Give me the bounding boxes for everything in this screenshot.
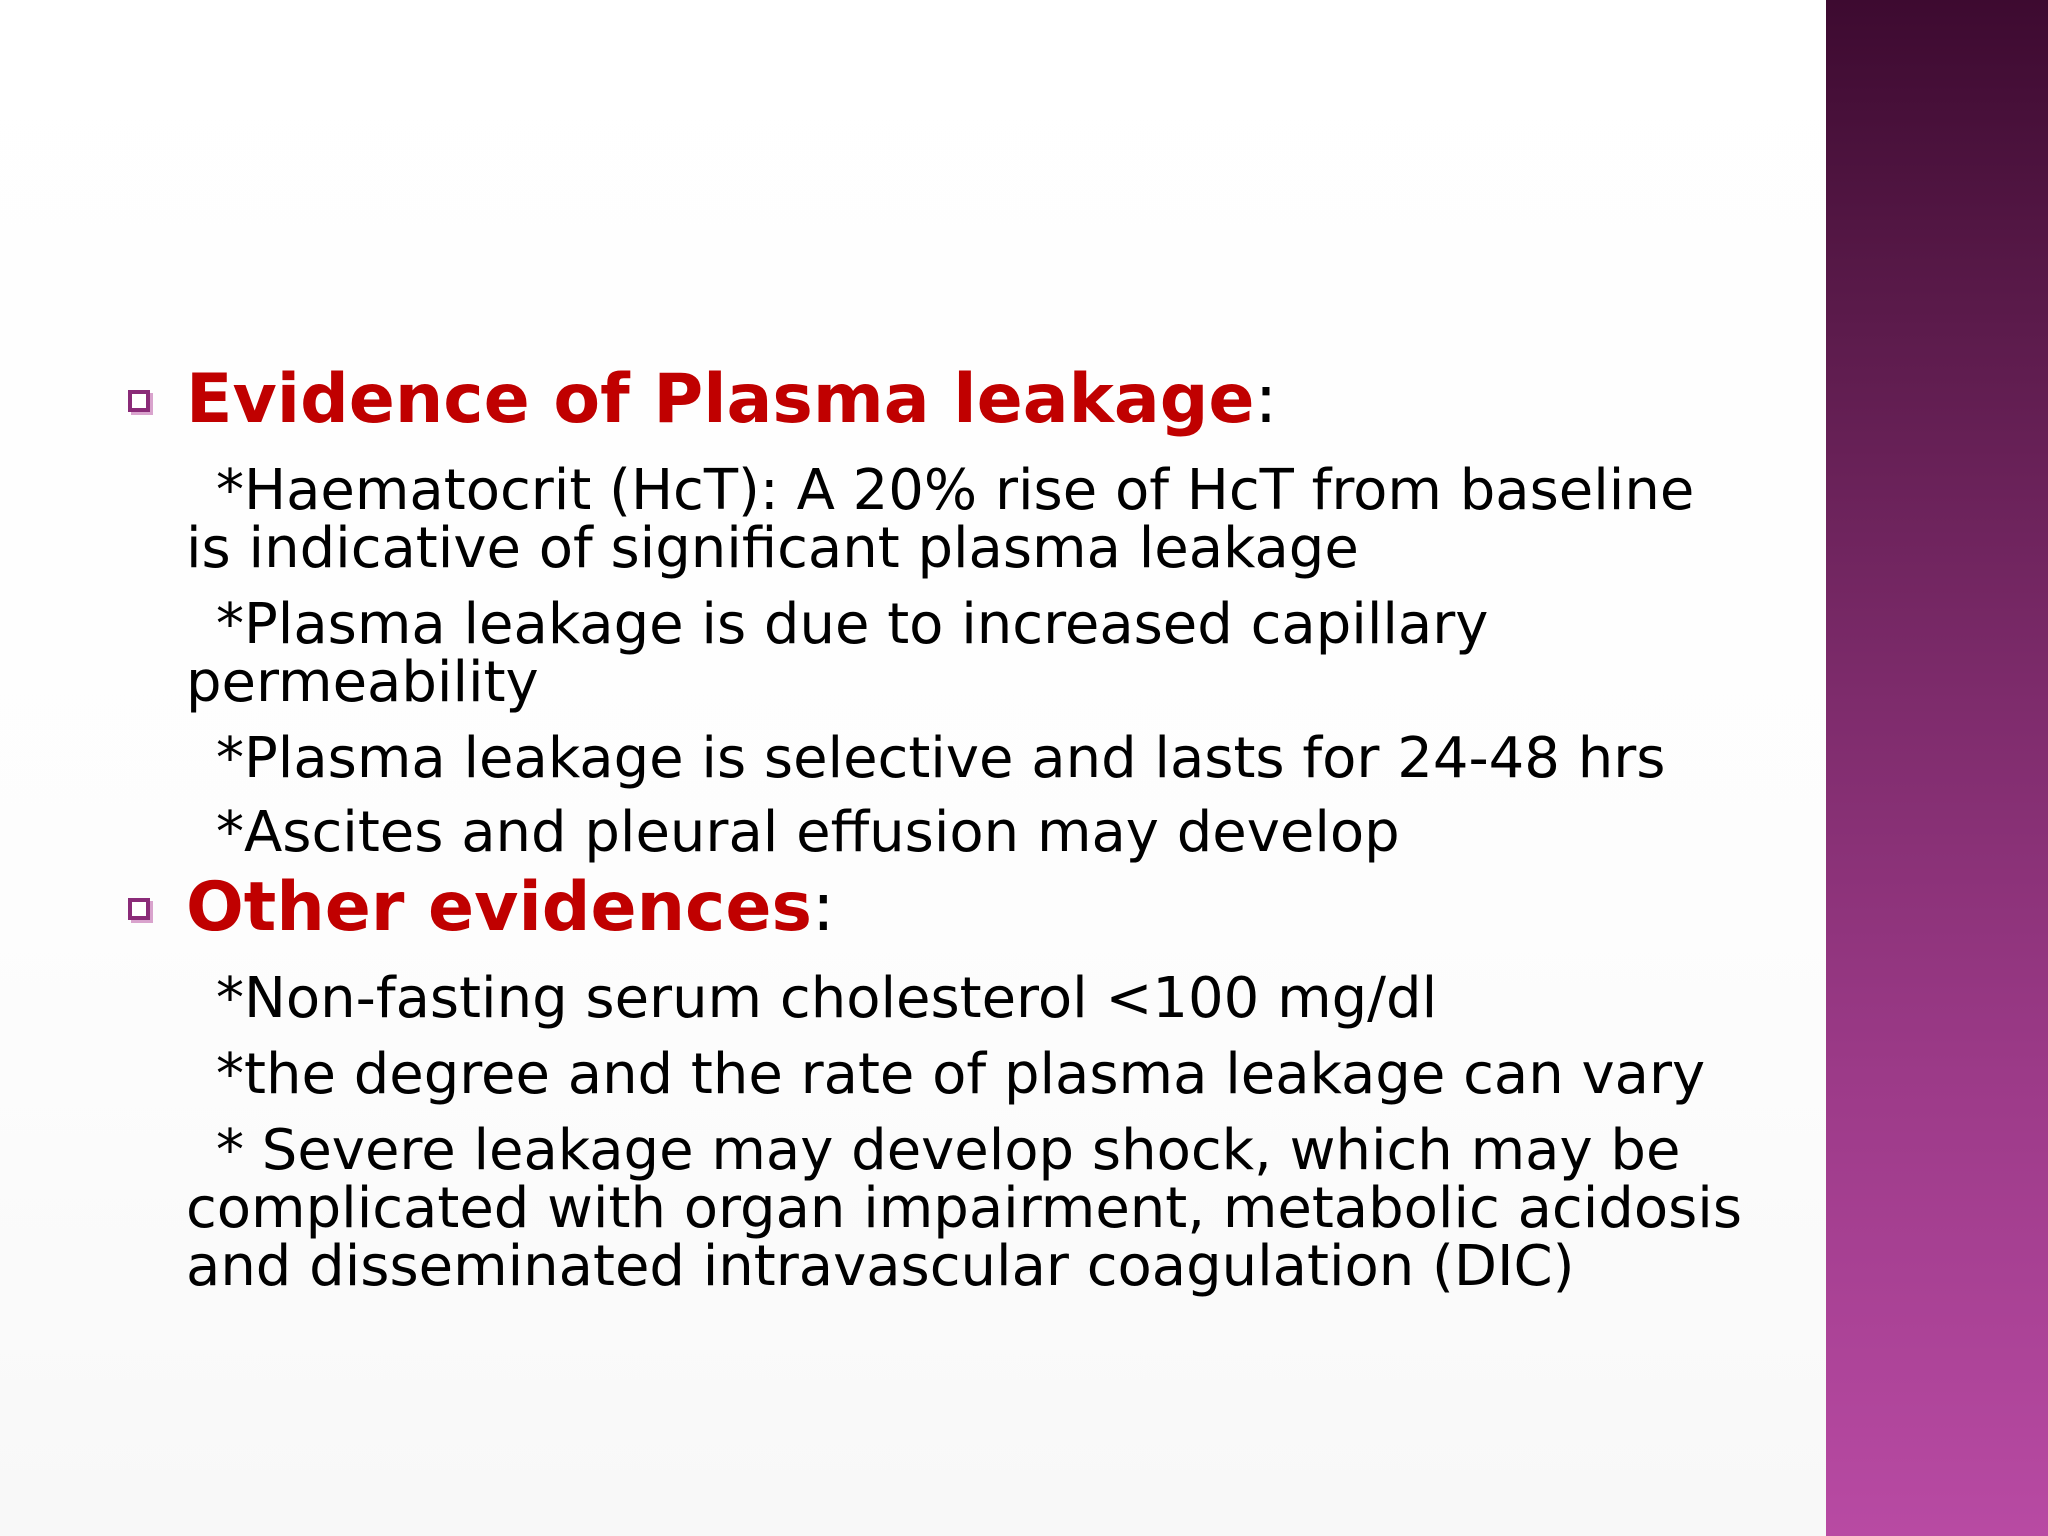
slide-body — [128, 358, 1742, 1299]
list-item — [186, 1042, 1746, 1107]
list-item — [186, 1118, 1746, 1299]
list-item-text: *Ascites and pleural effusion may develop — [216, 800, 1400, 865]
list-item — [186, 966, 1746, 1031]
section-heading-plasma-leakage — [128, 358, 1728, 442]
section-heading-other-evidences — [128, 866, 1728, 950]
list-item — [186, 592, 1746, 715]
decorative-sidebar — [1826, 0, 2048, 1536]
list-item-text: * Severe leakage may develop shock, which may be complicated with organ impairment, metabolic acidosis and disseminated intravascular coagulation (DIC) — [186, 1118, 1742, 1299]
square-bullet-icon — [128, 898, 150, 920]
list-item-text: *Haematocrit (HcT): A 20% rise of HcT from baseline is indicative of significant plasma leakage — [186, 458, 1695, 581]
list-item-text: *Plasma leakage is due to increased capillary permeability — [186, 592, 1489, 715]
heading-colon: : — [1254, 360, 1278, 439]
heading-colon: : — [811, 868, 835, 947]
list-item-text: *Plasma leakage is selective and lasts for 24-48 hrs — [216, 726, 1666, 791]
list-item-text: *Non-fasting serum cholesterol <100 mg/dl — [216, 966, 1438, 1031]
list-item — [186, 726, 1746, 791]
list-item — [186, 458, 1746, 581]
heading-text: Evidence of Plasma leakage — [186, 360, 1255, 439]
square-bullet-icon — [128, 390, 150, 412]
list-item-text: *the degree and the rate of plasma leakage can vary — [216, 1042, 1706, 1107]
list-item — [186, 800, 1746, 865]
heading-text: Other evidences — [186, 868, 812, 947]
